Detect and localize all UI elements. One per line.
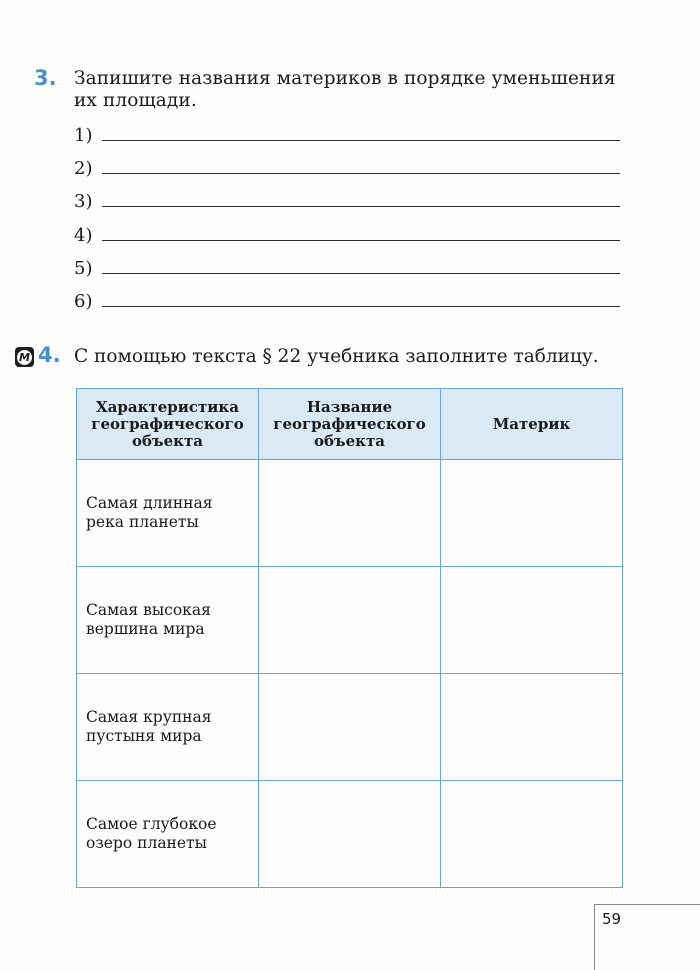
answer-line-2[interactable] (74, 157, 620, 179)
row-label-cell (77, 674, 259, 781)
answer-number: 1) (74, 125, 93, 146)
answer-number: 3) (74, 191, 93, 212)
task-3-instruction: Запишите названия материков в порядке уменьшения их площади. (74, 68, 616, 111)
answer-blank[interactable] (102, 192, 620, 207)
page-number: 59 (602, 910, 622, 928)
continent-cell[interactable] (441, 674, 623, 781)
row-label-cell (77, 781, 259, 888)
answer-line-6[interactable] (74, 290, 620, 312)
answer-blank[interactable] (102, 159, 620, 174)
task-4-number: 4. (38, 343, 61, 367)
answer-line-3[interactable] (74, 190, 620, 212)
object-name-cell[interactable] (259, 781, 441, 888)
row-label: Самое глубокое озеро планеты (86, 815, 217, 852)
continent-cell[interactable] (441, 567, 623, 674)
answer-line-5[interactable] (74, 257, 620, 279)
header-characteristic: Характеристика географического объекта (77, 389, 259, 460)
object-name-cell[interactable] (259, 674, 441, 781)
table-row (77, 781, 623, 888)
answer-line-4[interactable] (74, 224, 620, 246)
row-label: Самая крупная пустыня мира (86, 708, 212, 745)
row-label: Самая длинная река планеты (86, 494, 213, 531)
object-name-cell[interactable] (259, 567, 441, 674)
task-3-number: 3. (34, 66, 57, 90)
table-row (77, 460, 623, 567)
answer-number: 2) (74, 158, 93, 179)
answer-blank[interactable] (102, 292, 620, 307)
m-badge-icon (15, 347, 34, 367)
row-label-cell (77, 567, 259, 674)
row-label: Самая высокая вершина мира (86, 601, 211, 638)
object-name-cell[interactable] (259, 460, 441, 567)
table-row (77, 567, 623, 674)
header-object-name: Название географического объекта (259, 389, 441, 460)
table-row (77, 674, 623, 781)
answer-blank[interactable] (102, 126, 620, 141)
answer-number: 5) (74, 258, 93, 279)
header-continent: Материк (441, 389, 623, 460)
answer-line-1[interactable] (74, 124, 620, 146)
task-4-instruction: С помощью текста § 22 учебника заполните таблицу. (74, 346, 599, 367)
continent-cell[interactable] (441, 460, 623, 567)
answer-number: 4) (74, 225, 93, 246)
row-label-cell (77, 460, 259, 567)
table-header-row (77, 389, 623, 460)
geography-table (76, 388, 623, 888)
answer-number: 6) (74, 291, 93, 312)
m-badge-letter: М (17, 350, 32, 365)
answer-blank[interactable] (102, 259, 620, 274)
answer-blank[interactable] (102, 226, 620, 241)
continent-cell[interactable] (441, 781, 623, 888)
